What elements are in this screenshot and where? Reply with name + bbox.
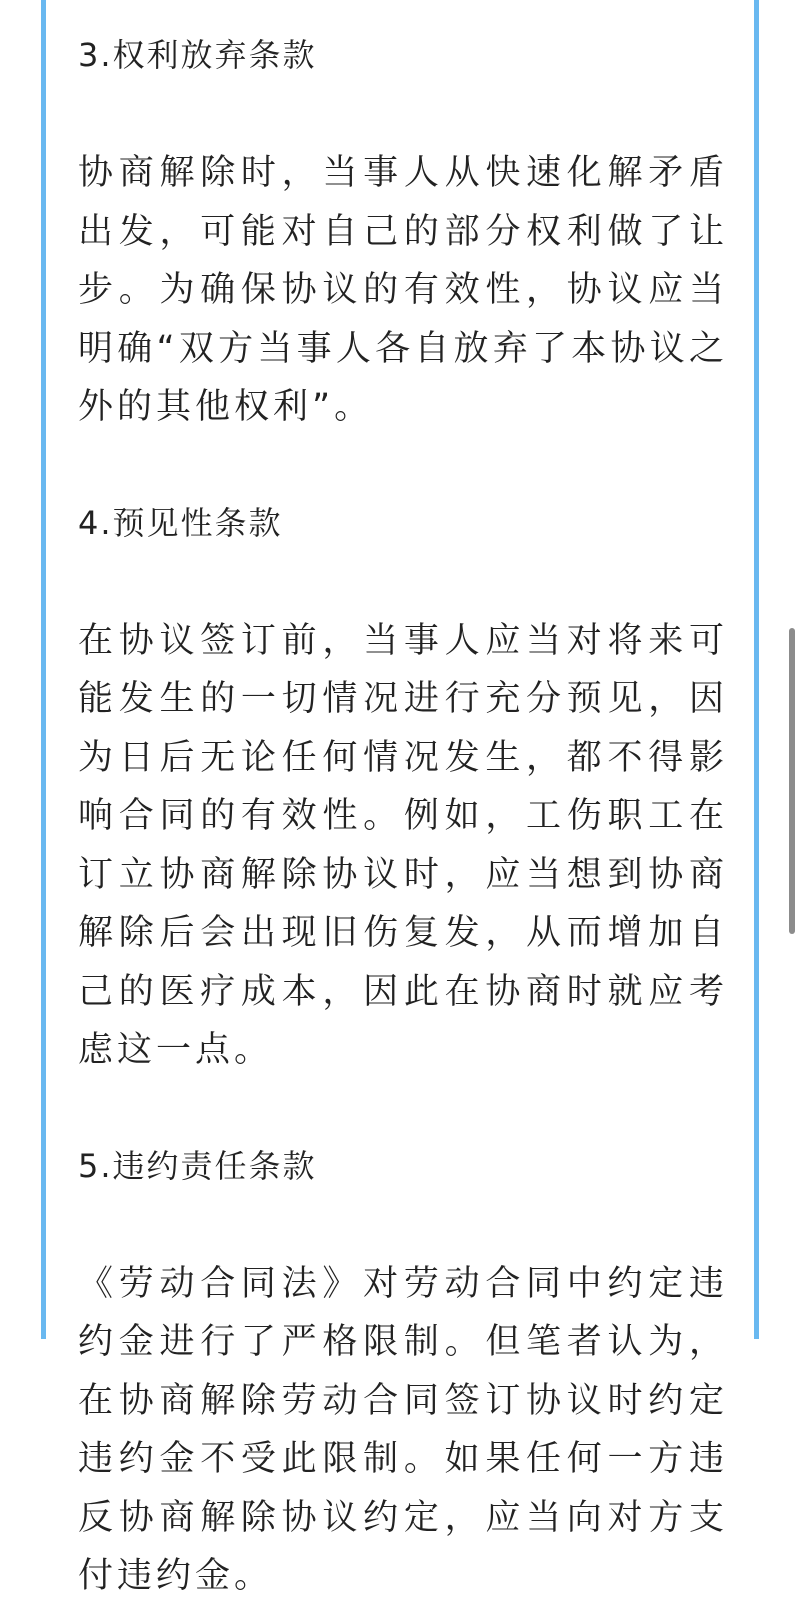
right-border <box>754 0 759 1339</box>
left-border <box>41 0 46 1339</box>
section-body-3: 协商解除时，当事人从快速化解矛盾出发，可能对自己的部分权利做了让步。为确保协议的有效性，协议应当明确“双方当事人各自放弃了本协议之外的其他权利”。 <box>78 153 728 427</box>
section-heading-3: 3.权利放弃条款 <box>78 36 317 74</box>
section-heading-5: 5.违约责任条款 <box>78 1146 317 1185</box>
section-body-5: 《劳动合同法》对劳动合同中约定违约金进行了严格限制。但笔者认为，在协商解除劳动合同签订协议时约定违约金不受此限制。如果任何一方违反协商解除协议约定，应当向对方支付违约金。 <box>78 1263 728 1596</box>
scrollbar[interactable] <box>789 628 795 934</box>
section-heading-4: 4.预见性条款 <box>78 503 283 542</box>
article-content <box>78 26 728 1606</box>
section-body-4: 在协议签订前，当事人应当对将来可能发生的一切情况进行充分预见，因为日后无论任何情况发生，都不得影响合同的有效性。例如，工伤职工在订立协商解除协议时，应当想到协商解除后会出现旧伤复发，从而增加自己的医疗成本，因此在协商时就应考虑这一点。 <box>78 620 728 1070</box>
